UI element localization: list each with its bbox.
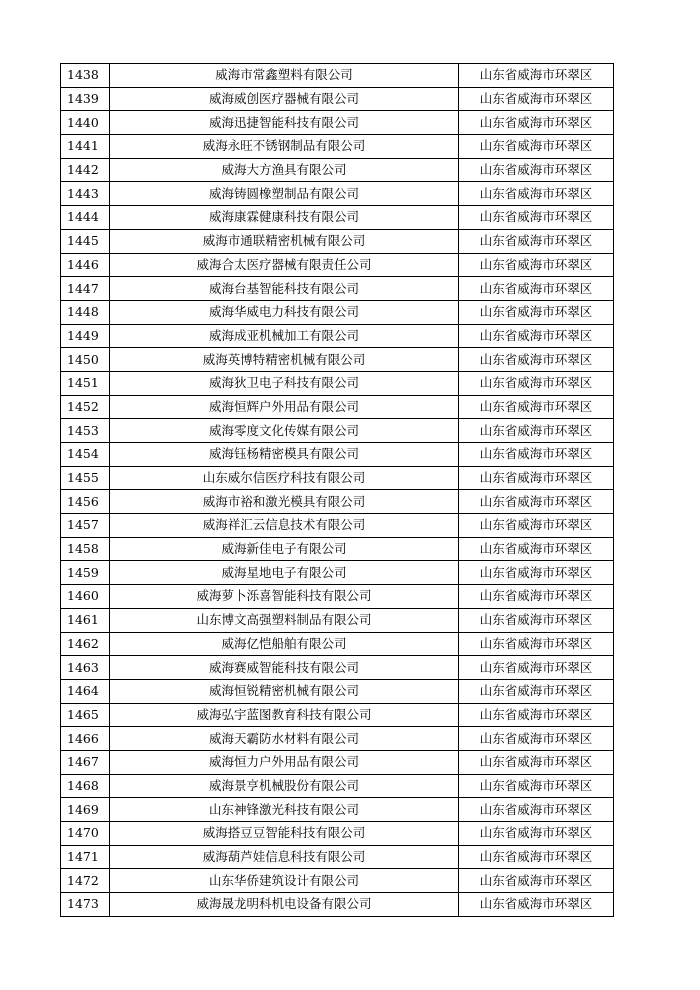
row-number-cell: 1453 (61, 419, 110, 443)
row-number-cell: 1471 (61, 845, 110, 869)
region-cell: 山东省威海市环翠区 (459, 182, 614, 206)
region-cell: 山东省威海市环翠区 (459, 419, 614, 443)
table-row (61, 111, 614, 135)
region-cell: 山东省威海市环翠区 (459, 466, 614, 490)
region-cell: 山东省威海市环翠区 (459, 537, 614, 561)
table-row (61, 845, 614, 869)
company-name-cell: 威海亿恺船舶有限公司 (110, 632, 459, 656)
table-row (61, 443, 614, 467)
region-cell: 山东省威海市环翠区 (459, 656, 614, 680)
table-row (61, 750, 614, 774)
company-name-cell: 威海天霸防水材料有限公司 (110, 727, 459, 751)
table-row (61, 585, 614, 609)
table-row (61, 395, 614, 419)
region-cell: 山东省威海市环翠区 (459, 443, 614, 467)
row-number-cell: 1442 (61, 158, 110, 182)
region-cell: 山东省威海市环翠区 (459, 300, 614, 324)
table-row (61, 893, 614, 917)
region-cell: 山东省威海市环翠区 (459, 727, 614, 751)
row-number-cell: 1466 (61, 727, 110, 751)
row-number-cell: 1456 (61, 490, 110, 514)
row-number-cell: 1459 (61, 561, 110, 585)
company-name-cell: 威海市常鑫塑料有限公司 (110, 64, 459, 88)
table-row (61, 206, 614, 230)
company-name-cell: 威海星地电子有限公司 (110, 561, 459, 585)
row-number-cell: 1439 (61, 87, 110, 111)
table-row (61, 324, 614, 348)
region-cell: 山东省威海市环翠区 (459, 111, 614, 135)
company-name-cell: 威海市通联精密机械有限公司 (110, 229, 459, 253)
company-name-cell: 威海大方渔具有限公司 (110, 158, 459, 182)
row-number-cell: 1451 (61, 371, 110, 395)
row-number-cell: 1440 (61, 111, 110, 135)
company-name-cell: 威海弘宇蓝图教育科技有限公司 (110, 703, 459, 727)
region-cell: 山东省威海市环翠区 (459, 750, 614, 774)
row-number-cell: 1472 (61, 869, 110, 893)
row-number-cell: 1464 (61, 679, 110, 703)
table-row (61, 798, 614, 822)
table-row (61, 703, 614, 727)
region-cell: 山东省威海市环翠区 (459, 679, 614, 703)
row-number-cell: 1441 (61, 135, 110, 159)
company-name-cell: 威海成亚机械加工有限公司 (110, 324, 459, 348)
table-row (61, 561, 614, 585)
region-cell: 山东省威海市环翠区 (459, 608, 614, 632)
region-cell: 山东省威海市环翠区 (459, 206, 614, 230)
table-row (61, 632, 614, 656)
table-row (61, 822, 614, 846)
region-cell: 山东省威海市环翠区 (459, 490, 614, 514)
company-list-table (60, 63, 614, 917)
row-number-cell: 1457 (61, 514, 110, 538)
table-row (61, 135, 614, 159)
table-row (61, 490, 614, 514)
company-name-cell: 威海恒辉户外用品有限公司 (110, 395, 459, 419)
row-number-cell: 1460 (61, 585, 110, 609)
row-number-cell: 1445 (61, 229, 110, 253)
row-number-cell: 1467 (61, 750, 110, 774)
row-number-cell: 1462 (61, 632, 110, 656)
company-name-cell: 威海恒锐精密机械有限公司 (110, 679, 459, 703)
row-number-cell: 1463 (61, 656, 110, 680)
region-cell: 山东省威海市环翠区 (459, 514, 614, 538)
row-number-cell: 1450 (61, 348, 110, 372)
company-name-cell: 山东神锋激光科技有限公司 (110, 798, 459, 822)
region-cell: 山东省威海市环翠区 (459, 229, 614, 253)
table-row (61, 727, 614, 751)
region-cell: 山东省威海市环翠区 (459, 135, 614, 159)
company-name-cell: 威海新佳电子有限公司 (110, 537, 459, 561)
row-number-cell: 1438 (61, 64, 110, 88)
row-number-cell: 1458 (61, 537, 110, 561)
table-row (61, 87, 614, 111)
table-row (61, 679, 614, 703)
table-row (61, 229, 614, 253)
region-cell: 山东省威海市环翠区 (459, 632, 614, 656)
table-row (61, 608, 614, 632)
region-cell: 山东省威海市环翠区 (459, 798, 614, 822)
table-row (61, 419, 614, 443)
company-name-cell: 威海铸圆橡塑制品有限公司 (110, 182, 459, 206)
company-name-cell: 威海永旺不锈钢制品有限公司 (110, 135, 459, 159)
region-cell: 山东省威海市环翠区 (459, 158, 614, 182)
table-row (61, 537, 614, 561)
row-number-cell: 1449 (61, 324, 110, 348)
table-row (61, 300, 614, 324)
region-cell: 山东省威海市环翠区 (459, 87, 614, 111)
company-name-cell: 威海搭豆豆智能科技有限公司 (110, 822, 459, 846)
row-number-cell: 1454 (61, 443, 110, 467)
region-cell: 山东省威海市环翠区 (459, 585, 614, 609)
company-name-cell: 威海康霖健康科技有限公司 (110, 206, 459, 230)
row-number-cell: 1446 (61, 253, 110, 277)
company-name-cell: 威海萝卜泺喜智能科技有限公司 (110, 585, 459, 609)
company-name-cell: 威海恒力户外用品有限公司 (110, 750, 459, 774)
region-cell: 山东省威海市环翠区 (459, 703, 614, 727)
company-name-cell: 威海市裕和激光模具有限公司 (110, 490, 459, 514)
region-cell: 山东省威海市环翠区 (459, 774, 614, 798)
table-row (61, 348, 614, 372)
company-name-cell: 威海景亨机械股份有限公司 (110, 774, 459, 798)
row-number-cell: 1469 (61, 798, 110, 822)
table-row (61, 371, 614, 395)
company-name-cell: 威海祥汇云信息技术有限公司 (110, 514, 459, 538)
region-cell: 山东省威海市环翠区 (459, 845, 614, 869)
company-name-cell: 威海葫芦娃信息科技有限公司 (110, 845, 459, 869)
row-number-cell: 1444 (61, 206, 110, 230)
company-name-cell: 威海华威电力科技有限公司 (110, 300, 459, 324)
row-number-cell: 1443 (61, 182, 110, 206)
region-cell: 山东省威海市环翠区 (459, 869, 614, 893)
row-number-cell: 1448 (61, 300, 110, 324)
table-row (61, 158, 614, 182)
row-number-cell: 1470 (61, 822, 110, 846)
company-name-cell: 威海迅捷智能科技有限公司 (110, 111, 459, 135)
region-cell: 山东省威海市环翠区 (459, 822, 614, 846)
company-list-body (61, 64, 614, 917)
table-row (61, 656, 614, 680)
region-cell: 山东省威海市环翠区 (459, 348, 614, 372)
company-name-cell: 威海钰杨精密模具有限公司 (110, 443, 459, 467)
region-cell: 山东省威海市环翠区 (459, 253, 614, 277)
row-number-cell: 1447 (61, 277, 110, 301)
row-number-cell: 1452 (61, 395, 110, 419)
company-name-cell: 山东博文高强塑料制品有限公司 (110, 608, 459, 632)
table-row (61, 277, 614, 301)
company-name-cell: 威海英博特精密机械有限公司 (110, 348, 459, 372)
row-number-cell: 1455 (61, 466, 110, 490)
row-number-cell: 1468 (61, 774, 110, 798)
company-name-cell: 山东华侨建筑设计有限公司 (110, 869, 459, 893)
company-name-cell: 威海零度文化传媒有限公司 (110, 419, 459, 443)
company-name-cell: 威海狄卫电子科技有限公司 (110, 371, 459, 395)
company-name-cell: 威海赛威智能科技有限公司 (110, 656, 459, 680)
company-name-cell: 山东威尔信医疗科技有限公司 (110, 466, 459, 490)
company-name-cell: 威海合太医疗器械有限责任公司 (110, 253, 459, 277)
table-row (61, 869, 614, 893)
table-row (61, 253, 614, 277)
region-cell: 山东省威海市环翠区 (459, 324, 614, 348)
company-name-cell: 威海晟龙明科机电设备有限公司 (110, 893, 459, 917)
company-name-cell: 威海台基智能科技有限公司 (110, 277, 459, 301)
table-row (61, 182, 614, 206)
region-cell: 山东省威海市环翠区 (459, 371, 614, 395)
table-row (61, 514, 614, 538)
row-number-cell: 1461 (61, 608, 110, 632)
region-cell: 山东省威海市环翠区 (459, 277, 614, 301)
table-row (61, 774, 614, 798)
row-number-cell: 1473 (61, 893, 110, 917)
region-cell: 山东省威海市环翠区 (459, 561, 614, 585)
table-row (61, 64, 614, 88)
region-cell: 山东省威海市环翠区 (459, 395, 614, 419)
row-number-cell: 1465 (61, 703, 110, 727)
region-cell: 山东省威海市环翠区 (459, 893, 614, 917)
region-cell: 山东省威海市环翠区 (459, 64, 614, 88)
company-name-cell: 威海威创医疗器械有限公司 (110, 87, 459, 111)
table-row (61, 466, 614, 490)
